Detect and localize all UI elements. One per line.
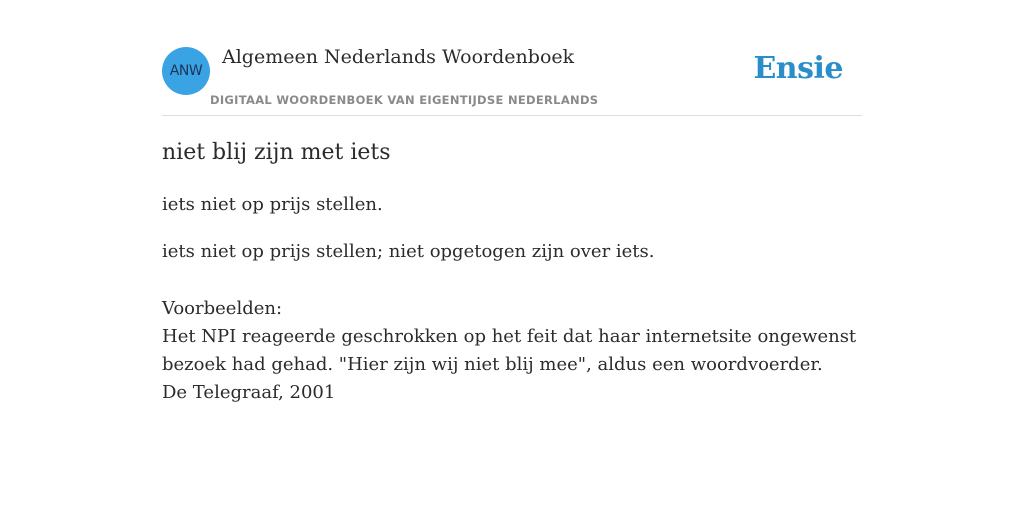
page-container <box>162 0 862 403</box>
examples-block <box>162 295 862 407</box>
site-title[interactable]: Algemeen Nederlands Woordenboek <box>222 46 575 68</box>
site-header <box>162 0 862 116</box>
examples-label: Voorbeelden: <box>162 298 283 319</box>
example-line: Het NPI reageerde geschrokken op het feit dat haar internetsite ongewenst <box>162 326 857 347</box>
long-definition: iets niet op prijs stellen; niet opgetogen zijn over iets. <box>162 241 655 262</box>
short-definition: iets niet op prijs stellen. <box>162 194 383 215</box>
example-line: bezoek had gehad. "Hier zijn wij niet blij mee", aldus een woordvoerder. <box>162 354 823 375</box>
site-subtitle: DIGITAAL WOORDENBOEK VAN EIGENTIJDSE NEDERLANDS <box>210 93 599 107</box>
logo-text: ANW <box>169 63 203 79</box>
entry-title: niet blij zijn met iets <box>162 140 391 165</box>
ensie-brand-logo[interactable]: Ensie <box>753 51 843 86</box>
example-source: De Telegraaf, 2001 <box>162 382 336 403</box>
anw-logo[interactable] <box>162 47 210 95</box>
